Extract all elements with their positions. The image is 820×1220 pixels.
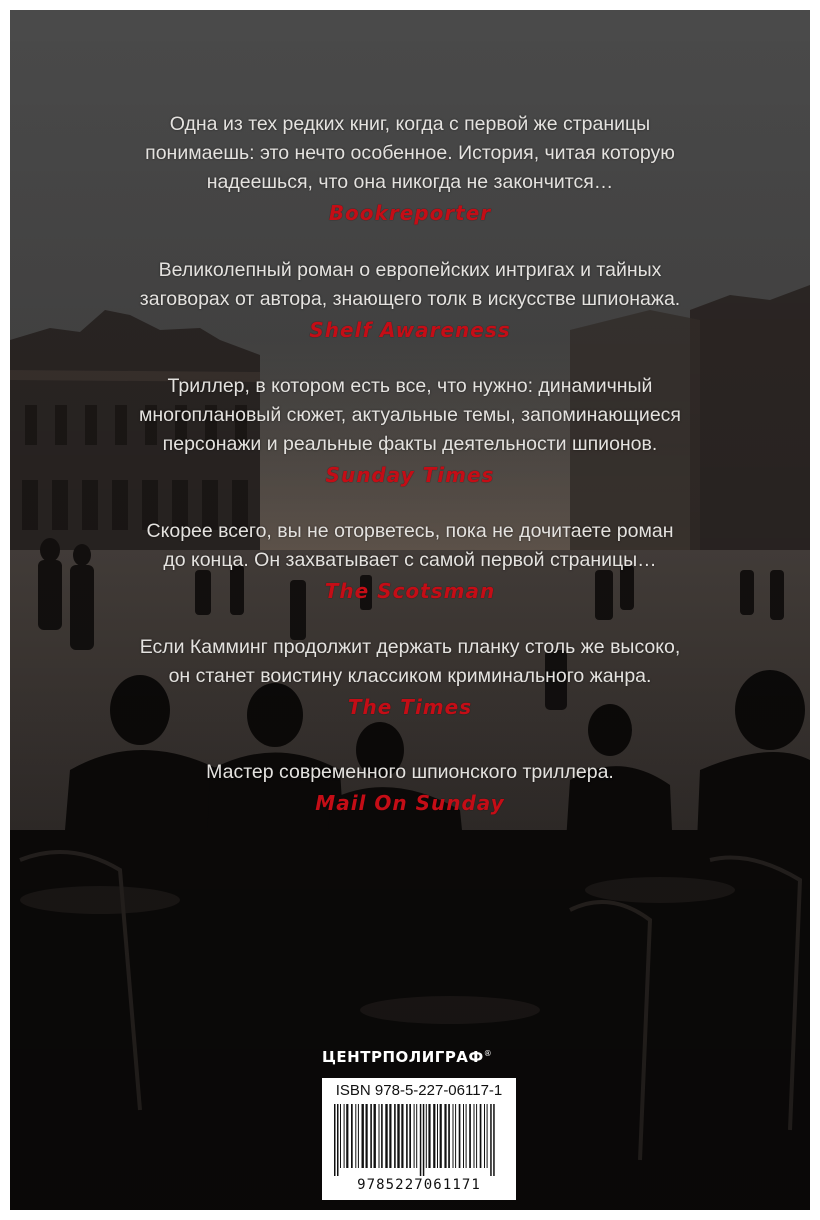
publisher-name: ЦЕНТРПОЛИГРАФ [322,1048,484,1066]
barcode-bar [455,1104,456,1168]
barcode-bar [397,1104,399,1168]
quote-the-scotsman [10,517,810,605]
barcode-bar [466,1104,467,1168]
barcode-bars [332,1104,506,1176]
barcode-bar [487,1104,488,1168]
quote-text: Одна из тех редких книг, когда с первой же страницы понимаешь: это нечто особенное. История, читая которую надеешься, что она никогда не закончится… [145,113,675,193]
barcode-bar [334,1104,336,1176]
barcode-bar [474,1104,475,1168]
quote-source: Sunday Times [325,463,495,487]
barcode-bar [423,1104,425,1176]
barcode-bar [493,1104,495,1176]
barcode-bar [346,1104,348,1168]
quote-text: Великолепный роман о европейских интригах и тайных заговорах от автора, знающего толк в искусстве шпионажа. [139,259,681,310]
quote-source: The Times [347,695,473,719]
barcode-bar [401,1104,403,1168]
back-cover [10,10,810,1210]
publisher-logo [322,1048,492,1066]
barcode-bar [409,1104,411,1168]
barcode-bar [379,1104,380,1168]
quote-mail-on-sunday [10,758,810,817]
barcode-bar [414,1104,415,1168]
barcode-bar [444,1104,446,1168]
barcode-bar [437,1104,438,1168]
quote-sunday-times [10,372,810,489]
quote-source: Shelf Awareness [309,318,511,342]
barcode-bar [428,1104,430,1168]
barcode-bar [362,1104,364,1168]
barcode-bar [426,1104,427,1168]
barcode-bar [381,1104,383,1168]
quote-text: Если Камминг продолжит держать планку столь же высоко, он станет воистину классиком криминального жанра. [139,636,681,687]
barcode-bar [448,1104,450,1168]
quote-text: Скорее всего, вы не оторветесь, пока не дочитаете роман до конца. Он захватывает с самой первой страницы… [146,520,674,571]
barcode-bar [370,1104,372,1168]
barcode-bar [385,1104,387,1168]
barcode-bar [355,1104,356,1168]
barcode-bar [351,1104,353,1168]
barcode-bar [490,1104,492,1176]
barcode-bar [358,1104,359,1168]
barcode-bar [389,1104,391,1168]
barcode-bar [440,1104,442,1168]
barcode-bar [340,1104,341,1168]
barcode-bar [344,1104,345,1168]
quote-the-times [10,633,810,721]
barcode-bar [453,1104,454,1168]
barcode-bar [416,1104,417,1168]
barcode-bar [366,1104,368,1168]
barcode-bar [433,1104,435,1168]
barcode-bar [337,1104,339,1176]
quote-text: Мастер современного шпионского триллера. [206,761,614,783]
barcode-bar [480,1104,482,1168]
quote-text: Триллер, в котором есть все, что нужно: динамичный многоплановый сюжет, актуальные темы, запоминающиеся персонажи и реальные факты деятельности шпионов. [139,375,681,455]
barcode-bar [463,1104,464,1168]
barcode-bar [476,1104,477,1168]
barcode-bar [420,1104,422,1176]
registered-mark: ® [483,1049,493,1058]
barcode-bar [469,1104,471,1168]
barcode-bar [394,1104,396,1168]
isbn-barcode [322,1078,516,1200]
barcode-bar [374,1104,376,1168]
barcode-bar [406,1104,408,1168]
barcode-bar [484,1104,485,1168]
isbn-label: ISBN 978-5-227-06117-1 [335,1082,503,1099]
barcode-digits: 9785227061171 [357,1177,481,1193]
quote-bookreporter [10,110,810,227]
quote-source: Mail On Sunday [315,791,505,815]
quote-shelf-awareness [10,256,810,344]
barcode-bar [459,1104,461,1168]
quote-source: The Scotsman [324,579,496,603]
quote-source: Bookreporter [328,201,492,225]
